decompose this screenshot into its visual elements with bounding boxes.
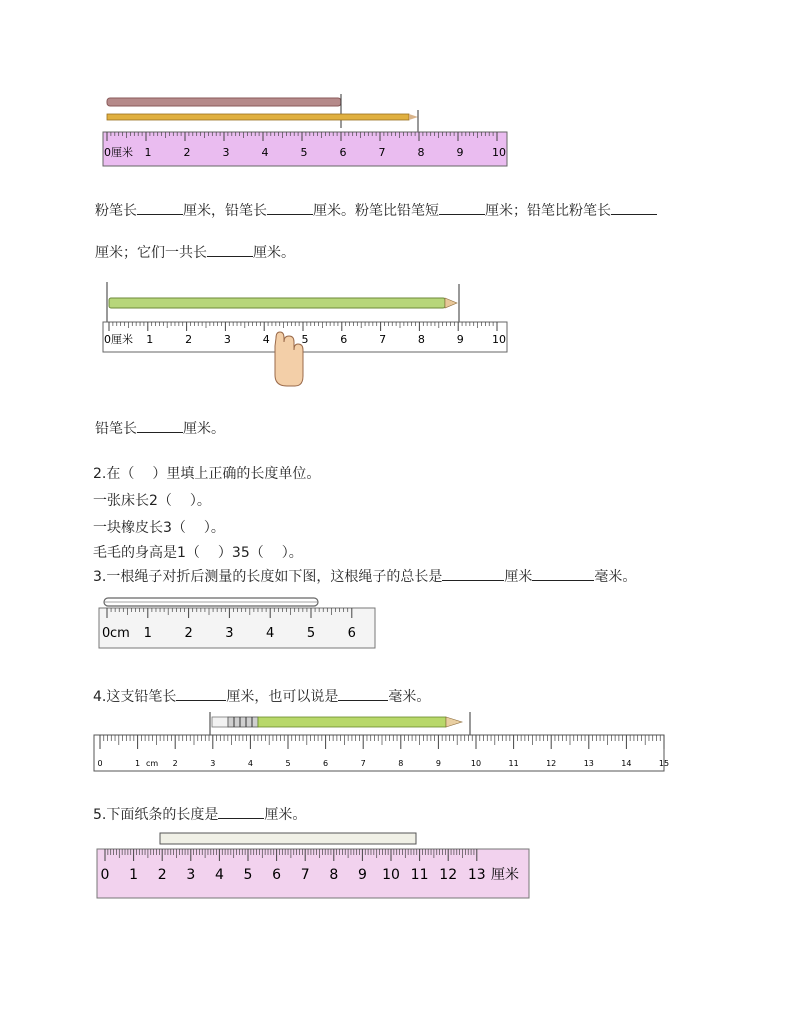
answer-blank-paper[interactable] bbox=[218, 804, 264, 819]
q2-item3-c: ）。 bbox=[281, 545, 303, 561]
ruler-number-label: 6 bbox=[272, 867, 282, 883]
q5-line bbox=[93, 804, 306, 825]
q2-item3 bbox=[93, 543, 303, 563]
answer-blank-total[interactable] bbox=[207, 242, 253, 257]
ruler-number-label: 10 bbox=[470, 759, 482, 768]
answer-blank-rope-mm[interactable] bbox=[532, 566, 594, 581]
q1-line1 bbox=[95, 200, 657, 221]
ruler-number-label: 12 bbox=[546, 759, 557, 768]
ruler-label-0: 0 bbox=[104, 333, 111, 346]
q3-mm: 毫米。 bbox=[594, 569, 637, 585]
q3-line bbox=[93, 566, 636, 587]
answer-blank-green-pencil[interactable] bbox=[137, 418, 183, 433]
ruler-number-label: 9 bbox=[456, 146, 464, 159]
q2-item2-b: ）。 bbox=[203, 520, 225, 536]
ruler-label-0: 0 bbox=[104, 146, 111, 159]
ruler-number-label: 9 bbox=[456, 333, 464, 346]
ruler-number-label: 3 bbox=[225, 626, 234, 641]
ruler-number-label: 10 bbox=[492, 333, 506, 346]
q2-title-b: ）里填上正确的长度单位。 bbox=[152, 466, 321, 482]
q1-text-total: 厘米；它们一共长 bbox=[95, 245, 207, 261]
figure-rope-ruler bbox=[95, 590, 380, 652]
pencil-with-eraser bbox=[212, 717, 462, 727]
q1b-text-end: 厘米。 bbox=[183, 421, 225, 437]
answer-blank-pencil[interactable] bbox=[267, 200, 313, 215]
q1b-text: 铅笔长 bbox=[95, 421, 137, 437]
ruler-number-label: 8 bbox=[398, 759, 404, 768]
ruler-number-label: 4 bbox=[261, 146, 269, 159]
q5-text: 5.下面纸条的长度是 bbox=[93, 807, 219, 823]
ruler-number-label: 8 bbox=[417, 146, 425, 159]
ruler-number-label: 3 bbox=[223, 333, 231, 346]
q2-item1-b: ）。 bbox=[189, 493, 211, 509]
ruler-number-label: 11 bbox=[508, 759, 519, 768]
q1-text-end: 厘米。 bbox=[253, 245, 295, 261]
q2-title bbox=[93, 464, 320, 484]
ruler-number-label: 1 bbox=[129, 867, 139, 883]
ruler-number-label: 2 bbox=[172, 759, 178, 768]
q1-text-shorter: 厘米。粉笔比铅笔短 bbox=[313, 203, 439, 219]
ruler-number-label: 4 bbox=[214, 867, 224, 883]
pencil bbox=[107, 114, 409, 120]
ruler-number-label: 8 bbox=[417, 333, 425, 346]
answer-blank-pencil-cm[interactable] bbox=[176, 686, 226, 701]
ruler-number-label: 14 bbox=[621, 759, 632, 768]
ruler-unit-label: cm bbox=[110, 626, 130, 641]
ruler-number-label: 4 bbox=[262, 333, 270, 346]
q2-item3-a: 毛毛的身高是1（ bbox=[93, 545, 200, 561]
ruler-number-label: 4 bbox=[266, 626, 275, 641]
chalk-stick bbox=[107, 98, 341, 106]
q4-line bbox=[93, 686, 430, 707]
ruler-number-label: 10 bbox=[382, 867, 400, 883]
q1-line2 bbox=[95, 242, 295, 263]
ruler-number-label: 9 bbox=[435, 759, 441, 768]
q2-item1 bbox=[93, 491, 211, 511]
ruler-number-label: 5 bbox=[243, 867, 253, 883]
answer-blank-rope-cm[interactable] bbox=[442, 566, 504, 581]
answer-blank-shorter[interactable] bbox=[439, 200, 485, 215]
ruler-number-label: 7 bbox=[360, 759, 366, 768]
ruler-number-label: 10 bbox=[492, 146, 506, 159]
ruler-number-label: 2 bbox=[185, 333, 193, 346]
q2-item1-a: 一张床长2（ bbox=[93, 493, 172, 509]
paper-strip bbox=[160, 833, 416, 844]
ruler-label-0: 0 bbox=[102, 626, 111, 641]
ruler-number-label: 6 bbox=[339, 146, 347, 159]
ruler-number-label: 6 bbox=[323, 759, 329, 768]
ruler-number-label: 0 bbox=[97, 759, 103, 768]
ruler-number-label: 7 bbox=[378, 146, 386, 159]
ruler-number-label: 6 bbox=[340, 333, 348, 346]
ruler-number-label: 6 bbox=[347, 626, 356, 641]
ruler-number-label: 1 bbox=[143, 626, 152, 641]
figure-paper-ruler bbox=[95, 830, 531, 900]
green-pencil bbox=[109, 298, 445, 308]
q4-text-c: 毫米。 bbox=[388, 689, 431, 705]
q2-title-a: 2.在（ bbox=[93, 466, 135, 482]
q2-item2-a: 一块橡皮长3（ bbox=[93, 520, 186, 536]
q1-text-longer: 厘米；铅笔比粉笔长 bbox=[485, 203, 611, 219]
ruler-number-label: 2 bbox=[157, 867, 167, 883]
q4-text: 4.这支铅笔长 bbox=[93, 689, 177, 705]
ruler-unit-label: 厘米 bbox=[491, 867, 519, 883]
ruler-number-label: 11 bbox=[410, 867, 429, 883]
q4-text-b: 厘米，也可以说是 bbox=[226, 689, 339, 705]
ruler-number-label: 12 bbox=[439, 867, 458, 883]
ruler-number-label: 4 bbox=[247, 759, 253, 768]
ruler-number-label: 7 bbox=[379, 333, 387, 346]
ruler-number-label: 5 bbox=[306, 626, 316, 641]
answer-blank-chalk[interactable] bbox=[137, 200, 183, 215]
ruler-number-label: 7 bbox=[300, 867, 310, 883]
figure-pencil-ruler-hand bbox=[95, 280, 510, 390]
ruler-number-label: 1 bbox=[146, 333, 154, 346]
ruler-unit-label: cm bbox=[146, 759, 159, 768]
ruler-number-label: 8 bbox=[329, 867, 339, 883]
ruler-number-label: 2 bbox=[183, 146, 191, 159]
ruler-number-label: 5 bbox=[300, 146, 308, 159]
ruler-number-label: 13 bbox=[467, 867, 486, 883]
ruler-number-label: 0 bbox=[100, 867, 110, 883]
q3-text: 3.一根绳子对折后测量的长度如下图，这根绳子的总长是 bbox=[93, 569, 443, 585]
q1-text-chalk: 粉笔长 bbox=[95, 203, 137, 219]
figure-pencil-long-ruler bbox=[92, 708, 670, 774]
ruler-number-label: 15 bbox=[658, 759, 670, 768]
figure-chalk-pencil-ruler bbox=[95, 92, 510, 168]
ruler-number-label: 3 bbox=[186, 867, 196, 883]
ruler-number-label: 1 bbox=[135, 759, 141, 768]
ruler-number-label: 3 bbox=[210, 759, 216, 768]
q2-item2 bbox=[93, 518, 225, 538]
ruler-unit-label: 厘米 bbox=[111, 333, 133, 346]
ruler-number-label: 3 bbox=[222, 146, 230, 159]
q3-cm: 厘米 bbox=[504, 569, 533, 585]
ruler-number-label: 9 bbox=[357, 867, 367, 883]
answer-blank-longer[interactable] bbox=[611, 200, 657, 215]
ruler-number-label: 5 bbox=[285, 759, 291, 768]
ruler-unit-label: 厘米 bbox=[111, 146, 133, 159]
ruler-number-label: 5 bbox=[301, 333, 309, 346]
ruler bbox=[99, 608, 375, 648]
ruler-number-label: 13 bbox=[583, 759, 594, 768]
answer-blank-pencil-mm[interactable] bbox=[338, 686, 388, 701]
q1b-line bbox=[95, 418, 225, 439]
ruler bbox=[94, 735, 664, 771]
q5-text-end: 厘米。 bbox=[264, 807, 307, 823]
q1-text-pencil: 厘米，铅笔长 bbox=[183, 203, 267, 219]
ruler-number-label: 1 bbox=[144, 146, 152, 159]
ruler-number-label: 2 bbox=[184, 626, 193, 641]
q2-item3-b: ）35（ bbox=[217, 545, 264, 561]
